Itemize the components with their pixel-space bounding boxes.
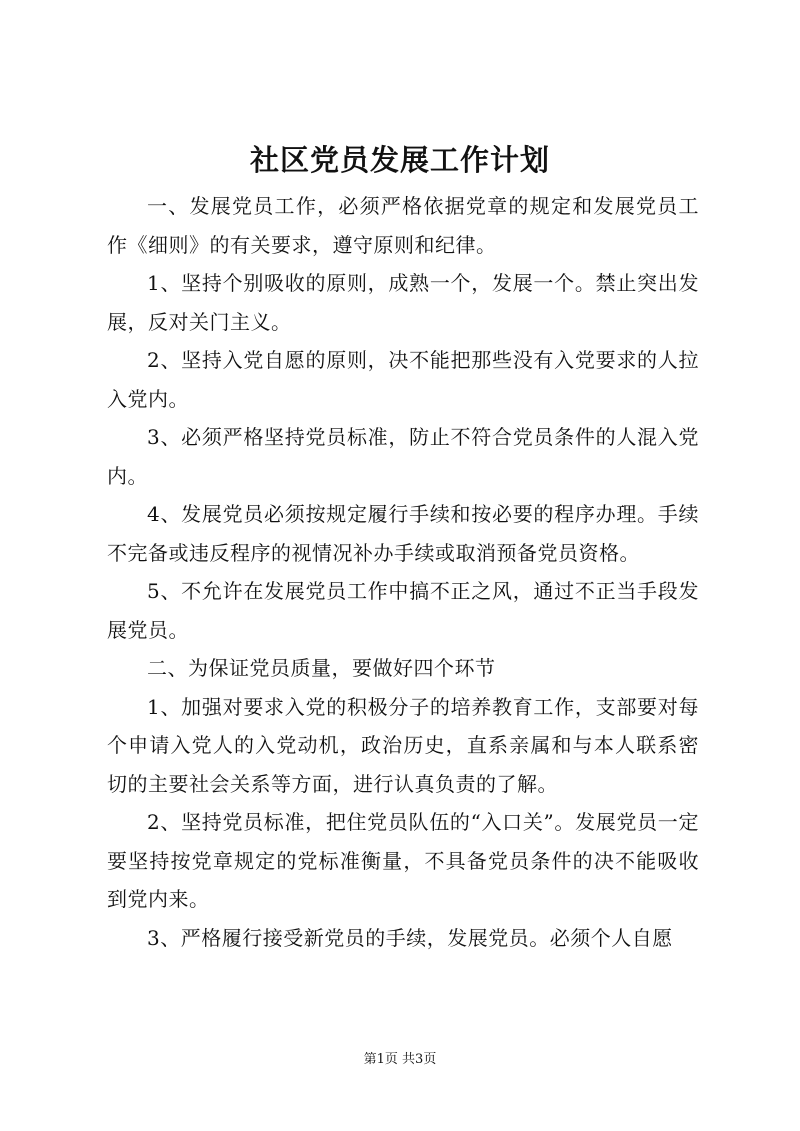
- paragraph-item-2-1: 1、加强对要求入党的积极分子的培养教育工作，支部要对每个申请入党人的入党动机，政治历史，直系亲属和与本人联系密切的主要社会关系等方面，进行认真负责的了解。: [107, 694, 699, 796]
- paragraph-item-1-2: 2、坚持入党自愿的原则，决不能把那些没有入党要求的人拉入党内。: [107, 348, 699, 411]
- document-title: 社区党员发展工作计划: [249, 143, 550, 177]
- paragraph-item-2-3: 3、严格履行接受新党员的手续，发展党员。必须个人自愿: [147, 925, 673, 950]
- paragraph-item-2-2: 2、坚持党员标准，把住党员队伍的“入口关”。发展党员一定要坚持按党章规定的党标准衡量，不具备党员条件的决不能吸收到党内来。: [107, 810, 699, 911]
- document-body: [107, 187, 699, 957]
- paragraph-item-1-4: 4、发展党员必须按规定履行手续和按必要的程序办理。手续不完备或违反程序的视情况补办手续或取消预备党员资格。: [107, 502, 699, 565]
- paragraph-item-1-5: 5、不允许在发展党员工作中搞不正之风，通过不正当手段发展党员。: [107, 579, 699, 642]
- paragraph-section-2: 二、为保证党员质量，要做好四个环节: [147, 656, 496, 680]
- paragraph-section-1: 一、发展党员工作，必须严格依据党章的规定和发展党员工作《细则》的有关要求，遵守原则和纪律。: [107, 194, 699, 257]
- paragraph-item-1-3: 3、必须严格坚持党员标准，防止不符合党员条件的人混入党内。: [107, 425, 699, 488]
- page-footer: 第1页 共3页: [363, 1052, 437, 1067]
- paragraph-item-1-1: 1、坚持个别吸收的原则，成熟一个，发展一个。禁止突出发展，反对关门主义。: [107, 271, 699, 334]
